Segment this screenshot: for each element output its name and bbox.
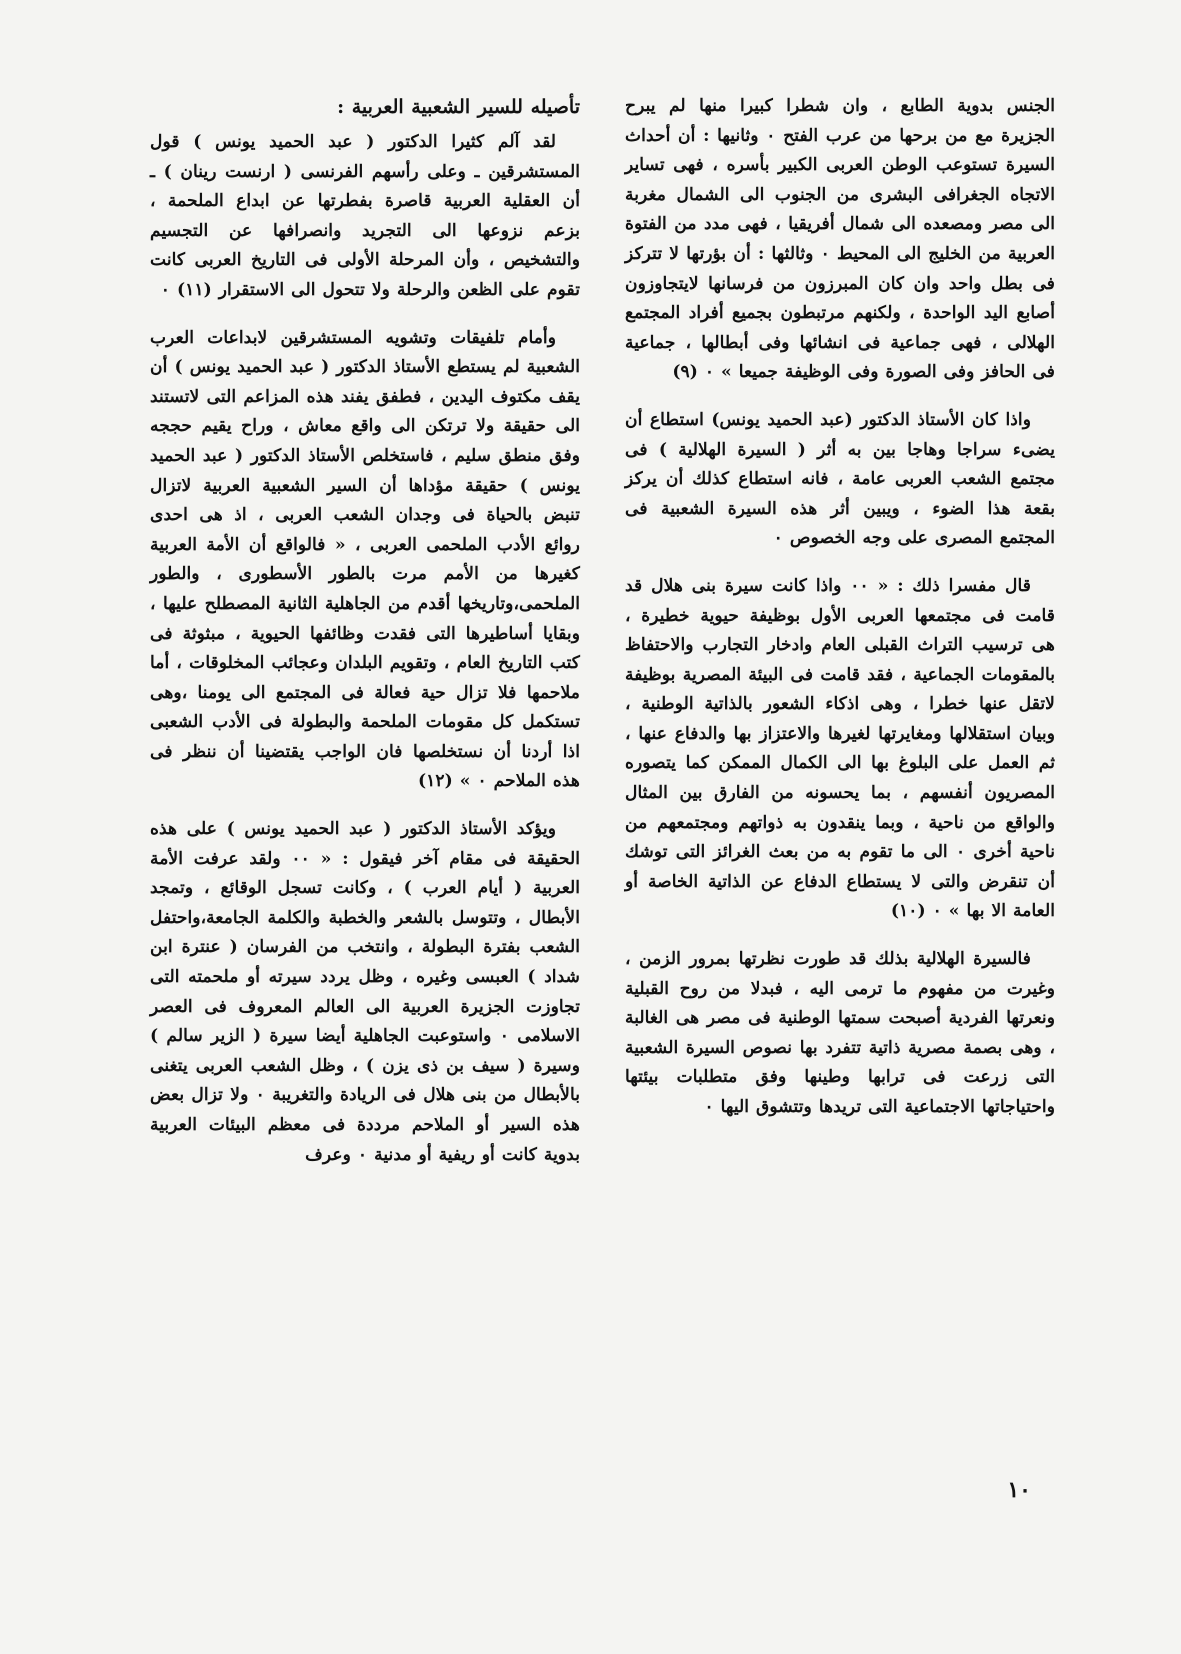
section-heading: تأصيله للسير الشعبية العربية : <box>337 96 580 118</box>
right-column <box>625 92 1055 1141</box>
left-paragraph-1: لقد آلم كثيرا الدكتور ( عبد الحميد يونس ) قول المستشرقين ـ وعلى رأسهم الفرنسى ( ارنست رينان ) ـ أن العقلية العربية قاصرة بفطرتها عن ابداع الملحمة ، بزعم نزوعها الى التجريد وانصرافها عن التجسيم والتشخيص ، وأن المرحلة الأولى فى التاريخ العربى كانت تقوم على الظعن والرحلة ولا تتحول الى الاستقرار (١١) ٠ <box>150 132 580 300</box>
left-paragraph-2: وأمام تلفيقات وتشويه المستشرقين لابداعات العرب الشعبية لم يستطع الأستاذ الدكتور ( عبد الحميد يونس ) أن يقف مكتوف اليدين ، فطفق يفند هذه المزاعم التى لاتستند الى حقيقة ولا ترتكن الى واقع معاش ، وراح يقيم حججه وفق منطق سليم ، فاستخلص الأستاذ الدكتور ( عبد الحميد يونس ) حقيقة مؤداها أن السير الشعبية العربية لاتزال تنبض بالحياة فى وجدان الشعب العربى ، اذ هى احدى روائع الأدب الملحمى العربى ، « فالواقع أن الأمة العربية كغيرها من الأمم مرت بالطور الأسطورى ، والطور الملحمى،وتاريخها أقدم من الجاهلية الثانية المصطلح عليها ، وبقايا أساطيرها التى فقدت وظائفها الحيوية ، مبثوثة فى كتب التاريخ العام ، وتقويم البلدان وعجائب المخلوقات ، أما ملاحمها فلا تزال حية فعالة فى المجتمع الى يومنا ،وهى تستكمل كل مقومات الملحمة والبطولة فى الأدب الشعبى اذا أردنا أن نستخلصها فان الواجب يقتضينا أن ننظر فى هذه الملاحم ٠ » (١٢) <box>150 327 580 792</box>
left-paragraph-3: ويؤكد الأستاذ الدكتور ( عبد الحميد يونس ) على هذه الحقيقة فى مقام آخر فيقول : « ٠٠ ولقد عرفت الأمة العربية ( أيام العرب ) ، وكانت تسجل الوقائع ، وتمجد الأبطال ، وتتوسل بالشعر والخطبة والكلمة الجامعة،واحتفل الشعب بفترة البطولة ، وانتخب من الفرسان ( عنترة ابن شداد ) العبسى وغيره ، وظل يردد سيرته أو ملحمته التى تجاوزت الجزيرة العربية الى العالم المعروف فى العصر الاسلامى ٠ واستوعبت الجاهلية أيضا سيرة ( الزير سالم ) وسيرة ( سيف بن ذى يزن ) ، وظل الشعب العربى يتغنى بالأبطال من بنى هلال فى الريادة والتغريبة ٠ ولا تزال بعض هذه السير أو الملاحم مرددة فى معظم البيئات العربية بدوية كانت أو ريفية أو مدنية ٠ وعرف <box>150 819 580 1165</box>
right-paragraph-1: الجنس بدوية الطابع ، وان شطرا كبيرا منها لم يبرح الجزيرة مع من برحها من عرب الفتح ٠ وثانيها : أن أحداث السيرة تستوعب الوطن العربى الكبير بأسره ، فهى تساير الاتجاه الجغرافى البشرى من الجنوب الى الشمال مغربة الى مصر ومصعده الى شمال أفريقيا ، فهى مدد من الفتوة العربية من الخليج الى المحيط ٠ وثالثها : أن بؤرتها لا تتركز فى بطل واحد وان كان المبرزون من فرسانها لايتجاوزون أصابع اليد الواحدة ، ولكنهم مرتبطون بجميع أفراد المجتمع الهلالى ، فهى جماعية فى انشائها وفى أبطالها ، جماعية فى الحافز وفى الصورة وفى الوظيفة جميعا » ٠ (٩) <box>625 96 1056 383</box>
left-column <box>150 92 580 1188</box>
right-paragraph-4: فالسيرة الهلالية بذلك قد طورت نظرتها بمرور الزمن ، وغيرت من مفهوم ما ترمى اليه ، فبدلا من روح القبلية ونعرتها الفردية أصبحت سمتها الوطنية فى مصر هى الغالبة ، وهى بصمة مصرية ذاتية تتفرد بها نصوص السيرة الشعبية التى زرعت فى ترابها وطينها وفق متطلبات بيئتها واحتياجاتها الاجتماعية التى تريدها وتتشوق اليها ٠ <box>625 949 1055 1117</box>
document-page <box>150 92 1055 1572</box>
page-number: ١٠ <box>1007 1477 1031 1503</box>
right-paragraph-2: واذا كان الأستاذ الدكتور (عبد الحميد يونس) استطاع أن يضىء سراجا وهاجا بين به أثر ( السيرة الهلالية ) فى مجتمع الشعب العربى عامة ، فانه استطاع كذلك أن يركز بقعة هذا الضوء ، ويبين أثر هذه السيرة الشعبية فى المجتمع المصرى على وجه الخصوص ٠ <box>625 409 1055 549</box>
right-paragraph-3: قال مفسرا ذلك : « ٠٠ واذا كانت سيرة بنى هلال قد قامت فى مجتمعها العربى الأول بوظيفة حيوية خطيرة ، هى ترسيب التراث القبلى العام وادخار التجارب والاحتفاظ بالمقومات الجماعية ، فقد قامت فى البيئة المصرية بوظيفة لاتقل عنها خطرا ، وهى اذكاء الشعور بالذاتية الوطنية ، وبيان استقلالها ومغايرتها لغيرها والاعتزاز بها والدفاع عنها ، ثم العمل على البلوغ بها الى الكمال الممكن كما يتصوره المصريون أنفسهم ، بما يحسونه من الفارق بين المثال والواقع من ناحية ، وبما ينقدون به ذواتهم ومجتمعهم من ناحية أخرى ٠ الى ما تقوم به من بعث الغرائز التى توشك أن تنقرض والتى لا يستطاع الدفاع عن الذاتية الخاصة أو العامة الا بها » ٠ (١٠) <box>625 575 1055 922</box>
